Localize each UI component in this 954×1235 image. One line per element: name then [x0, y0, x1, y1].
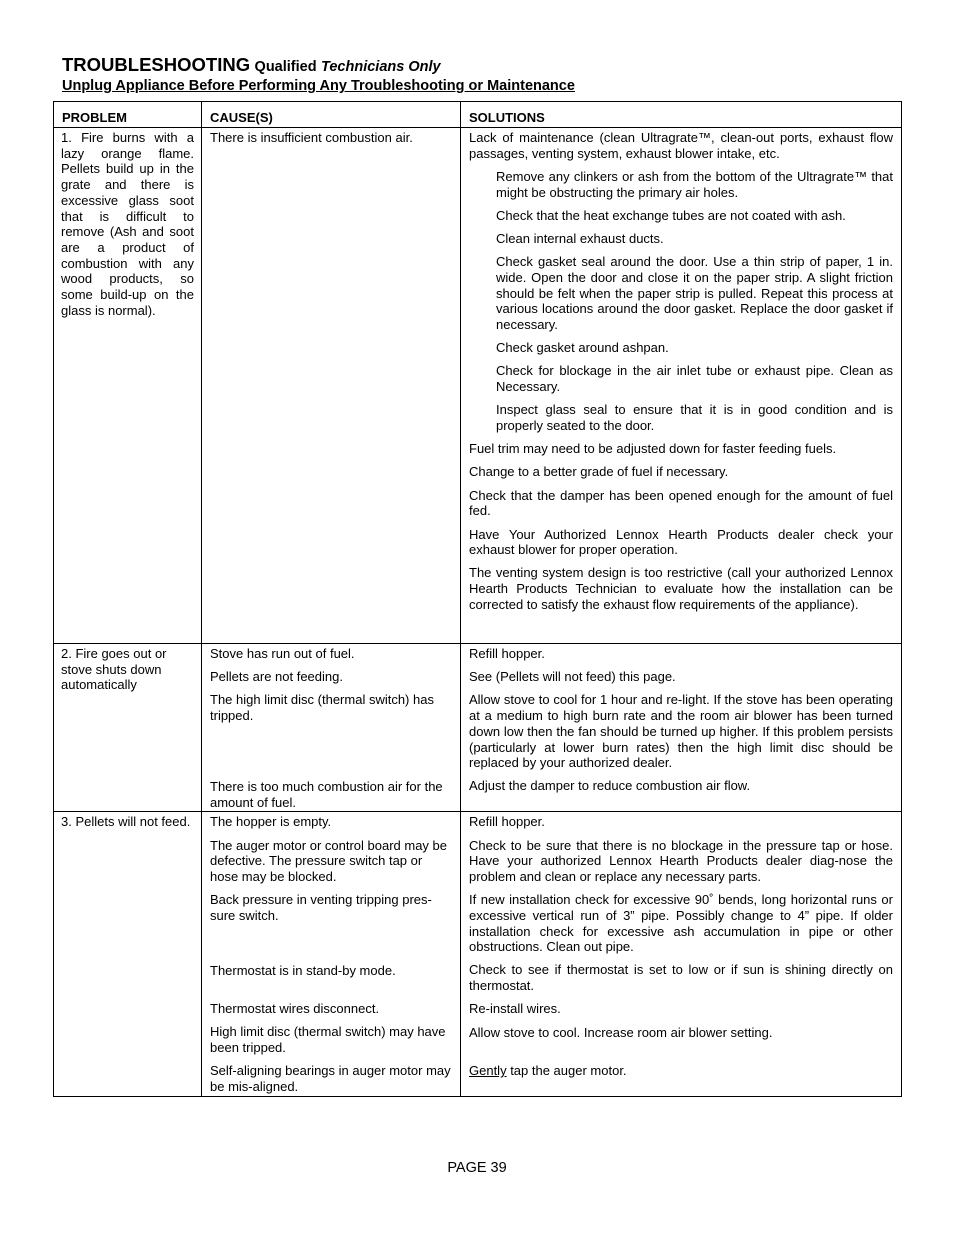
- solution-item: Check to see if thermostat is set to low or if sun is shining directly on thermostat.: [469, 962, 893, 994]
- causes-cell: [202, 644, 461, 812]
- solution-item: Adjust the damper to reduce combustion air flow.: [469, 778, 751, 794]
- cause-item: Thermostat wires disconnect.: [210, 1001, 380, 1017]
- solution-item-rest: tap the auger motor.: [506, 1063, 627, 1079]
- cause-item: Stove has run out of fuel.: [210, 646, 355, 661]
- qualified-label: Qualified: [254, 59, 317, 75]
- cause-item: There is too much combustion air for the amount of fuel.: [210, 778, 443, 810]
- solution-item: Check that the damper has been opened enough for the amount of fuel fed.: [469, 487, 893, 519]
- problem-text: 3. Pellets will not feed.: [61, 814, 191, 830]
- solution-item: Allow stove to cool. Increase room air blower setting.: [469, 1024, 773, 1040]
- problem-cell: [54, 128, 202, 644]
- cause-item: Back pressure in venting tripping pres-sure switch.: [210, 892, 432, 923]
- problem-cell: [54, 644, 202, 812]
- solution-item: Check gasket seal around the door. Use a thin strip of paper, 1 in. wide. Open the door and close it on the paper strip. A slight friction should be felt when the paper strip is pulled. Repeat this process at various locations around the door gasket. Replace the door gasket if necessary.: [496, 254, 893, 333]
- solution-item: Inspect glass seal to ensure that it is in good condition and is properly seated to the door.: [496, 402, 893, 434]
- solution-item: Fuel trim may need to be adjusted down for faster feeding fuels.: [469, 441, 837, 457]
- cause-item: There is insufficient combustion air.: [210, 130, 413, 145]
- solution-item: [469, 1063, 893, 1079]
- solution-item: Check to be sure that there is no blockage in the pressure tap or hose. Have your authorized Lennox Hearth Products dealer diag-nose the problem and clean or replace any necessary parts.: [469, 837, 893, 884]
- header-solutions: SOLUTIONS: [461, 102, 902, 128]
- solution-item: Change to a better grade of fuel if necessary.: [469, 464, 729, 480]
- heading-line: [62, 54, 902, 78]
- solution-item: Refill hopper.: [469, 814, 545, 830]
- causes-cell: [202, 812, 461, 1096]
- cause-item: The auger motor or control board may be defective. The pressure switch tap or hose may be blocked.: [210, 837, 448, 884]
- cause-item: Pellets are not feeding.: [210, 669, 343, 685]
- solution-item: Check for blockage in the air inlet tube or exhaust pipe. Clean as Necessary.: [496, 363, 893, 395]
- cause-item: Thermostat is in stand-by mode.: [210, 962, 396, 978]
- solution-item: If new installation check for excessive 90˚ bends, long horizontal runs or excessive vertical run of 3” pipe. Possibly change to 4” pipe. If older installation check for excessive ash accumulation in pipe or other obstructions. Clean out pipe.: [469, 892, 893, 955]
- problem-text: 2. Fire goes out or stove shuts down automatically: [61, 646, 167, 693]
- page-heading: [62, 54, 902, 95]
- solutions-cell: [461, 128, 902, 644]
- problem-text: 1. Fire burns with a lazy orange flame. Pellets build up in the grate and there is excessive glass soot that is difficult to remove (Ash and soot are a product of combustion with any wood products, so some build-up on the glass is normal).: [61, 130, 194, 318]
- page-title: TROUBLESHOOTING: [62, 54, 251, 75]
- table-header-row: [54, 102, 902, 128]
- cause-item: Self-aligning bearings in auger motor may be mis-aligned.: [210, 1063, 451, 1094]
- solution-item: Refill hopper.: [469, 646, 545, 661]
- solution-item: The venting system design is too restrictive (call your authorized Lennox Hearth Products Technician to evaluate how the installation can be corrected to satisfy the exhaust flow requirements of the appliance).: [469, 565, 893, 612]
- table-row: [54, 128, 902, 644]
- solution-item: See (Pellets will not feed) this page.: [469, 669, 676, 685]
- problem-cell: [54, 812, 202, 1096]
- table-row: [54, 812, 902, 1096]
- table-row: [54, 644, 902, 812]
- page-number: PAGE 39: [447, 1160, 507, 1176]
- header-problem: PROBLEM: [54, 102, 202, 128]
- solution-item: Lack of maintenance (clean Ultragrate™, clean-out ports, exhaust flow passages, venting system, exhaust blower intake, etc.: [469, 130, 893, 161]
- solutions-cell: [461, 644, 902, 812]
- unplug-warning: Unplug Appliance Before Performing Any Troubleshooting or Maintenance: [62, 78, 575, 94]
- solution-item: Re-install wires.: [469, 1001, 561, 1017]
- technicians-only-label: Technicians Only: [321, 59, 441, 75]
- solution-item: Allow stove to cool for 1 hour and re-light. If the stove has been operating at a medium to high burn rate and the room air blower has been turned down low then the fan should be turned up higher. If this problem persists (particularly at lower burn rates) then the high limit disc should be replaced by your authorized dealer.: [469, 692, 893, 771]
- causes-cell: [202, 128, 461, 644]
- troubleshooting-table: [53, 101, 902, 1097]
- cause-item: The hopper is empty.: [210, 814, 332, 830]
- header-causes: CAUSE(S): [202, 102, 461, 128]
- solution-item: Clean internal exhaust ducts.: [496, 231, 664, 247]
- solution-item: Remove any clinkers or ash from the bottom of the Ultragrate™ that might be obstructing the primary air holes.: [496, 168, 893, 200]
- solutions-cell: [461, 812, 902, 1096]
- cause-item: The high limit disc (thermal switch) has tripped.: [210, 692, 434, 724]
- solution-item: Have Your Authorized Lennox Hearth Products dealer check your exhaust blower for proper operation.: [469, 526, 893, 558]
- cause-item: High limit disc (thermal switch) may have been tripped.: [210, 1024, 446, 1056]
- solution-item: Check that the heat exchange tubes are not coated with ash.: [496, 207, 846, 223]
- gently-emphasis: Gently: [469, 1063, 507, 1079]
- solution-item: Check gasket around ashpan.: [496, 340, 669, 356]
